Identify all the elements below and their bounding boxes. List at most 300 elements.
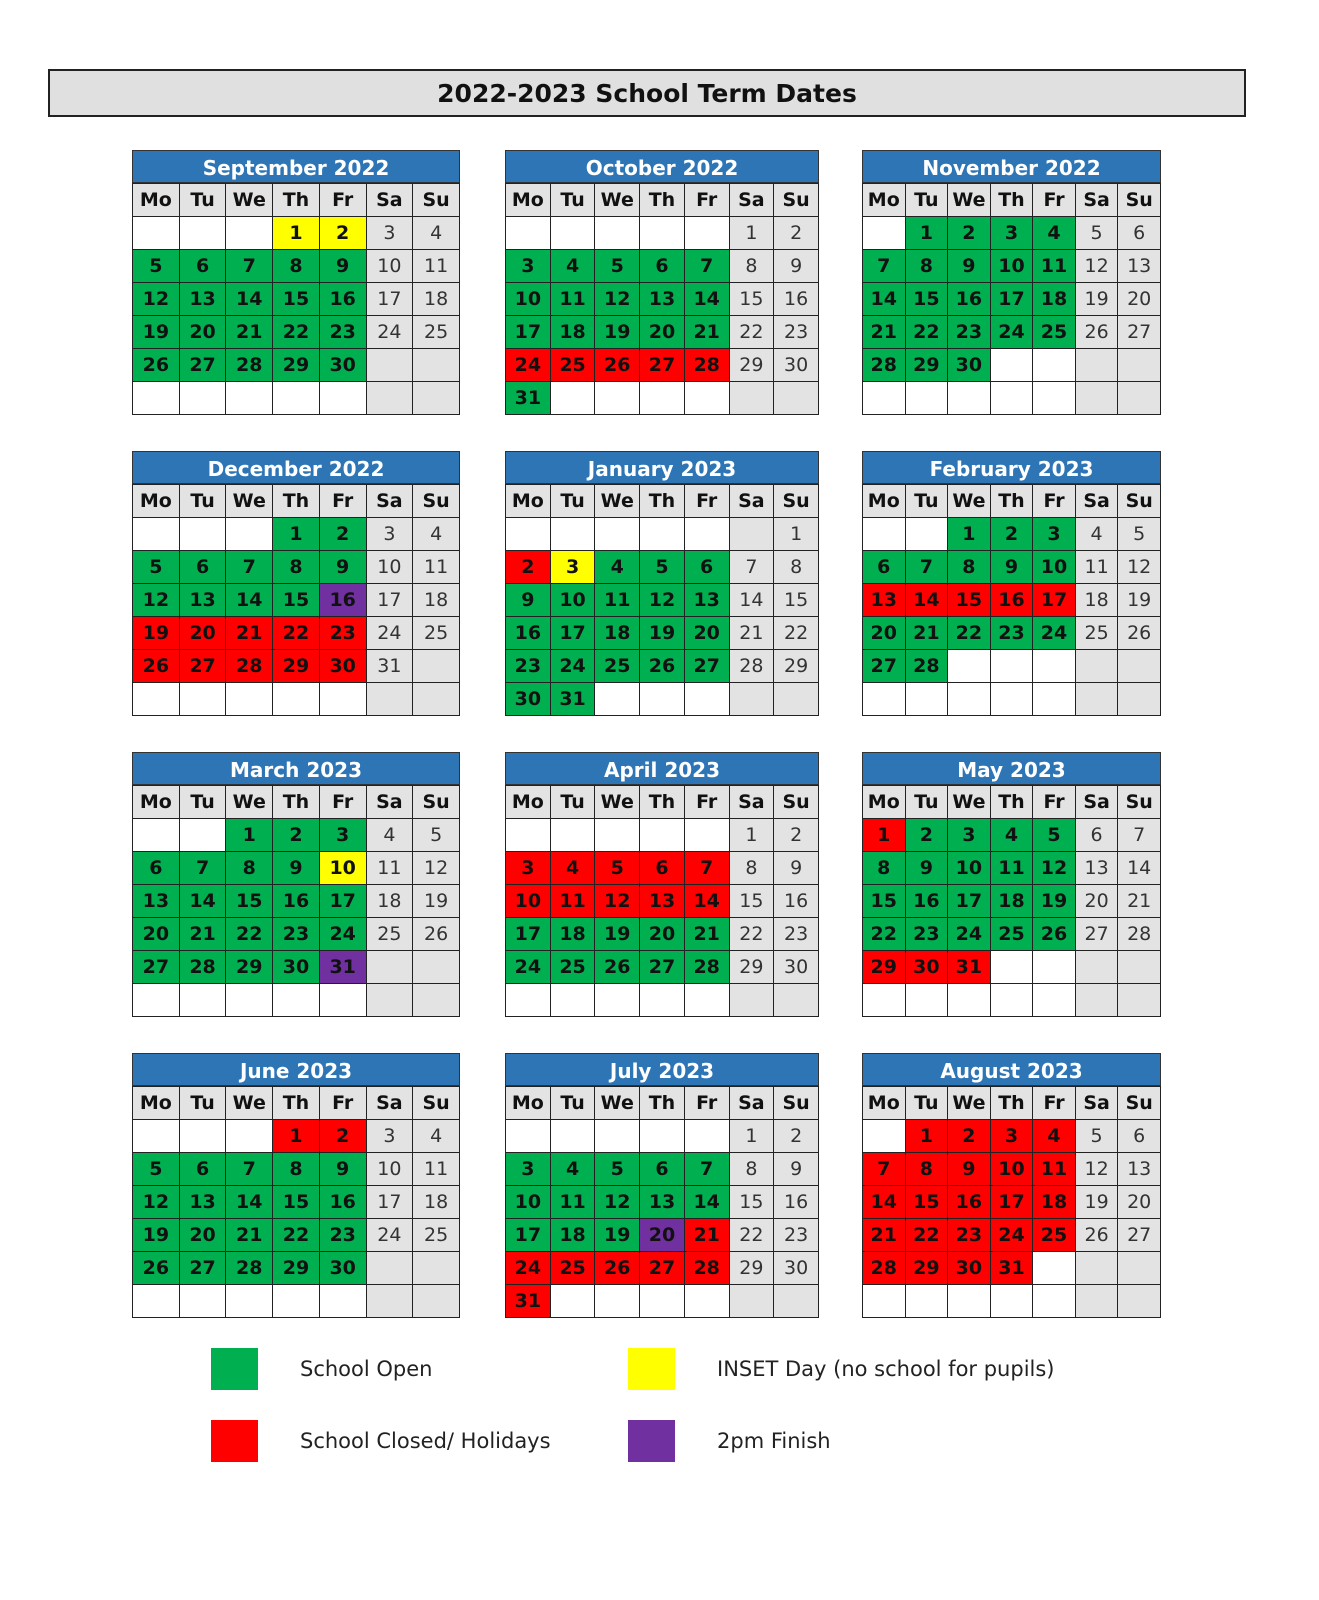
- weekday-header: Sa: [366, 786, 413, 819]
- day-cell: 24: [1033, 617, 1076, 650]
- weekday-header: We: [595, 786, 640, 819]
- day-cell: 29: [905, 1252, 948, 1285]
- legend-item: [211, 1420, 551, 1462]
- weekday-header: Mo: [506, 485, 551, 518]
- empty-cell: [990, 683, 1033, 716]
- day-cell: 19: [1075, 283, 1118, 316]
- legend-label: School Closed/ Holidays: [300, 1429, 551, 1453]
- day-cell: 28: [226, 650, 273, 683]
- month-title: August 2023: [862, 1053, 1161, 1086]
- day-cell: 26: [595, 349, 640, 382]
- day-cell: 8: [729, 852, 774, 885]
- day-cell: 7: [863, 250, 906, 283]
- day-cell: 10: [990, 250, 1033, 283]
- empty-cell: [595, 518, 640, 551]
- empty-cell: [319, 1285, 366, 1318]
- day-cell: 24: [550, 650, 595, 683]
- weekday-header: We: [226, 485, 273, 518]
- empty-cell: [905, 984, 948, 1017]
- empty-cell: [319, 984, 366, 1017]
- day-cell: 9: [319, 250, 366, 283]
- day-cell: 29: [774, 650, 819, 683]
- day-cell: 21: [684, 1219, 729, 1252]
- empty-cell: [684, 819, 729, 852]
- day-cell: 13: [179, 283, 226, 316]
- day-cell: 24: [319, 918, 366, 951]
- day-cell: 18: [1033, 1186, 1076, 1219]
- day-cell: 6: [640, 1153, 685, 1186]
- empty-cell: [948, 382, 991, 415]
- day-cell: 26: [1033, 918, 1076, 951]
- empty-cell: [1075, 951, 1118, 984]
- day-cell: 18: [413, 584, 460, 617]
- day-cell: 26: [595, 1252, 640, 1285]
- empty-cell: [640, 518, 685, 551]
- empty-cell: [226, 1285, 273, 1318]
- empty-cell: [273, 1285, 320, 1318]
- day-cell: 28: [179, 951, 226, 984]
- day-cell: 12: [595, 1186, 640, 1219]
- day-cell: 3: [1033, 518, 1076, 551]
- day-cell: 9: [990, 551, 1033, 584]
- day-cell: 6: [179, 551, 226, 584]
- day-cell: 19: [640, 617, 685, 650]
- day-cell: 18: [595, 617, 640, 650]
- empty-cell: [684, 518, 729, 551]
- day-cell: 5: [413, 819, 460, 852]
- day-cell: 30: [948, 349, 991, 382]
- day-cell: 11: [595, 584, 640, 617]
- day-cell: 16: [273, 885, 320, 918]
- day-cell: 3: [506, 250, 551, 283]
- month-title: September 2022: [132, 150, 460, 183]
- day-cell: 19: [133, 316, 180, 349]
- empty-cell: [640, 1120, 685, 1153]
- day-cell: 24: [990, 1219, 1033, 1252]
- day-cell: 12: [595, 283, 640, 316]
- day-cell: 6: [1118, 1120, 1161, 1153]
- day-cell: 18: [1033, 283, 1076, 316]
- day-cell: 21: [226, 617, 273, 650]
- day-cell: 15: [774, 584, 819, 617]
- weekday-header: Fr: [319, 786, 366, 819]
- day-cell: 1: [774, 518, 819, 551]
- empty-cell: [273, 382, 320, 415]
- empty-cell: [366, 382, 413, 415]
- empty-cell: [990, 382, 1033, 415]
- empty-cell: [1118, 683, 1161, 716]
- empty-cell: [863, 683, 906, 716]
- day-cell: 15: [905, 283, 948, 316]
- month-title: July 2023: [505, 1053, 819, 1086]
- day-cell: 12: [1118, 551, 1161, 584]
- day-cell: 20: [640, 316, 685, 349]
- weekday-header: Su: [1118, 1087, 1161, 1120]
- day-cell: 3: [990, 1120, 1033, 1153]
- day-cell: 26: [133, 650, 180, 683]
- empty-cell: [595, 1120, 640, 1153]
- month-calendar: [132, 1053, 460, 1318]
- day-cell: 17: [506, 1219, 551, 1252]
- day-cell: 22: [729, 918, 774, 951]
- weekday-header: Fr: [684, 485, 729, 518]
- day-cell: 25: [550, 349, 595, 382]
- empty-cell: [413, 1252, 460, 1285]
- day-cell: 17: [506, 918, 551, 951]
- day-cell: 26: [133, 1252, 180, 1285]
- month-title: November 2022: [862, 150, 1161, 183]
- empty-cell: [729, 518, 774, 551]
- day-cell: 1: [905, 217, 948, 250]
- month-calendar: [505, 451, 819, 716]
- day-cell: 10: [948, 852, 991, 885]
- day-cell: 14: [863, 1186, 906, 1219]
- day-cell: 30: [273, 951, 320, 984]
- day-cell: 30: [948, 1252, 991, 1285]
- empty-cell: [640, 382, 685, 415]
- day-cell: 9: [273, 852, 320, 885]
- day-cell: 3: [366, 518, 413, 551]
- day-cell: 26: [1075, 1219, 1118, 1252]
- day-cell: 22: [905, 1219, 948, 1252]
- weekday-header: Tu: [179, 786, 226, 819]
- day-cell: 4: [550, 852, 595, 885]
- day-cell: 2: [990, 518, 1033, 551]
- day-cell: 25: [413, 1219, 460, 1252]
- empty-cell: [1033, 1285, 1076, 1318]
- weekday-header: Fr: [684, 786, 729, 819]
- day-cell: 17: [990, 283, 1033, 316]
- empty-cell: [640, 1285, 685, 1318]
- day-cell: 23: [990, 617, 1033, 650]
- day-cell: 8: [948, 551, 991, 584]
- empty-cell: [366, 951, 413, 984]
- day-cell: 4: [366, 819, 413, 852]
- day-cell: 3: [948, 819, 991, 852]
- day-cell: 8: [729, 250, 774, 283]
- day-cell: 30: [774, 349, 819, 382]
- day-cell: 18: [550, 1219, 595, 1252]
- day-cell: 8: [273, 250, 320, 283]
- day-cell: 2: [774, 1120, 819, 1153]
- day-cell: 5: [1075, 1120, 1118, 1153]
- empty-cell: [226, 984, 273, 1017]
- day-cell: 16: [774, 885, 819, 918]
- day-cell: 27: [179, 349, 226, 382]
- empty-cell: [729, 683, 774, 716]
- day-cell: 25: [550, 1252, 595, 1285]
- day-cell: 18: [413, 1186, 460, 1219]
- day-cell: 23: [774, 1219, 819, 1252]
- day-cell: 15: [948, 584, 991, 617]
- day-cell: 11: [1033, 250, 1076, 283]
- day-cell: 17: [366, 283, 413, 316]
- legend-label: 2pm Finish: [717, 1429, 831, 1453]
- day-cell: 3: [366, 1120, 413, 1153]
- weekday-header: Tu: [905, 485, 948, 518]
- empty-cell: [905, 1285, 948, 1318]
- day-cell: 7: [684, 1153, 729, 1186]
- day-cell: 11: [413, 1153, 460, 1186]
- empty-cell: [684, 382, 729, 415]
- day-cell: 27: [133, 951, 180, 984]
- empty-cell: [948, 1285, 991, 1318]
- weekday-header: Fr: [1033, 1087, 1076, 1120]
- day-cell: 27: [684, 650, 729, 683]
- day-cell: 27: [179, 1252, 226, 1285]
- day-cell: 1: [729, 1120, 774, 1153]
- empty-cell: [226, 518, 273, 551]
- weekday-header: Th: [990, 1087, 1033, 1120]
- empty-cell: [948, 683, 991, 716]
- empty-cell: [684, 683, 729, 716]
- empty-cell: [413, 650, 460, 683]
- day-cell: 14: [226, 584, 273, 617]
- weekday-header: Mo: [863, 485, 906, 518]
- empty-cell: [774, 382, 819, 415]
- empty-cell: [179, 984, 226, 1017]
- weekday-header: Mo: [863, 786, 906, 819]
- day-cell: 20: [1118, 1186, 1161, 1219]
- day-cell: 28: [729, 650, 774, 683]
- empty-cell: [413, 984, 460, 1017]
- day-cell: 28: [226, 1252, 273, 1285]
- weekday-header: Fr: [1033, 786, 1076, 819]
- day-cell: 10: [366, 1153, 413, 1186]
- empty-cell: [179, 819, 226, 852]
- day-cell: 6: [640, 852, 685, 885]
- weekday-header: Sa: [729, 485, 774, 518]
- day-cell: 23: [319, 316, 366, 349]
- weekday-header: We: [595, 184, 640, 217]
- day-cell: 15: [729, 1186, 774, 1219]
- empty-cell: [863, 217, 906, 250]
- empty-cell: [729, 1285, 774, 1318]
- weekday-header: Sa: [729, 184, 774, 217]
- day-cell: 17: [1033, 584, 1076, 617]
- weekday-header: Fr: [684, 184, 729, 217]
- day-cell: 10: [506, 283, 551, 316]
- day-cell: 19: [595, 1219, 640, 1252]
- day-cell: 17: [990, 1186, 1033, 1219]
- day-cell: 2: [319, 217, 366, 250]
- weekday-header: Su: [413, 786, 460, 819]
- empty-cell: [1033, 650, 1076, 683]
- day-cell: 11: [413, 250, 460, 283]
- day-cell: 6: [179, 250, 226, 283]
- empty-cell: [179, 1285, 226, 1318]
- day-cell: 17: [550, 617, 595, 650]
- empty-cell: [595, 1285, 640, 1318]
- day-cell: 16: [905, 885, 948, 918]
- legend-swatch: [211, 1420, 258, 1462]
- weekday-header: We: [595, 1087, 640, 1120]
- day-cell: 8: [273, 1153, 320, 1186]
- day-cell: 1: [948, 518, 991, 551]
- weekday-header: Mo: [506, 184, 551, 217]
- weekday-header: Tu: [179, 1087, 226, 1120]
- month-calendar: [862, 752, 1161, 1017]
- weekday-header: Th: [273, 786, 320, 819]
- empty-cell: [990, 1285, 1033, 1318]
- day-cell: 15: [905, 1186, 948, 1219]
- empty-cell: [990, 984, 1033, 1017]
- weekday-header: Su: [774, 485, 819, 518]
- day-cell: 21: [863, 1219, 906, 1252]
- month-calendar: [132, 752, 460, 1017]
- day-cell: 1: [273, 217, 320, 250]
- day-cell: 3: [366, 217, 413, 250]
- day-cell: 30: [319, 349, 366, 382]
- day-cell: 10: [366, 250, 413, 283]
- day-cell: 6: [1075, 819, 1118, 852]
- day-cell: 24: [366, 316, 413, 349]
- empty-cell: [729, 382, 774, 415]
- day-cell: 31: [506, 1285, 551, 1318]
- empty-cell: [1075, 650, 1118, 683]
- day-cell: 16: [319, 584, 366, 617]
- day-cell: 5: [1118, 518, 1161, 551]
- day-cell: 22: [948, 617, 991, 650]
- day-cell: 11: [550, 283, 595, 316]
- weekday-header: Mo: [133, 1087, 180, 1120]
- legend-swatch: [628, 1420, 675, 1462]
- empty-cell: [179, 217, 226, 250]
- day-cell: 22: [729, 1219, 774, 1252]
- empty-cell: [640, 683, 685, 716]
- day-cell: 13: [640, 1186, 685, 1219]
- legend-label: School Open: [300, 1357, 433, 1381]
- empty-cell: [226, 683, 273, 716]
- day-cell: 24: [366, 1219, 413, 1252]
- day-cell: 23: [506, 650, 551, 683]
- empty-cell: [1118, 349, 1161, 382]
- day-cell: 19: [133, 1219, 180, 1252]
- day-cell: 4: [550, 1153, 595, 1186]
- day-cell: 21: [179, 918, 226, 951]
- day-cell: 27: [1118, 1219, 1161, 1252]
- weekday-header: Su: [774, 786, 819, 819]
- day-cell: 3: [319, 819, 366, 852]
- day-cell: 24: [506, 951, 551, 984]
- day-cell: 7: [226, 1153, 273, 1186]
- empty-cell: [133, 518, 180, 551]
- weekday-header: We: [948, 1087, 991, 1120]
- day-cell: 14: [729, 584, 774, 617]
- day-cell: 28: [1118, 918, 1161, 951]
- day-cell: 13: [640, 283, 685, 316]
- day-cell: 31: [506, 382, 551, 415]
- day-cell: 23: [948, 1219, 991, 1252]
- day-cell: 20: [133, 918, 180, 951]
- day-cell: 23: [774, 316, 819, 349]
- empty-cell: [1075, 349, 1118, 382]
- day-cell: 12: [133, 283, 180, 316]
- day-cell: 2: [319, 1120, 366, 1153]
- empty-cell: [595, 819, 640, 852]
- empty-cell: [1118, 1285, 1161, 1318]
- page-title: 2022-2023 School Term Dates: [48, 69, 1246, 117]
- day-cell: 9: [319, 551, 366, 584]
- weekday-header: Su: [413, 485, 460, 518]
- day-cell: 26: [413, 918, 460, 951]
- empty-cell: [550, 1120, 595, 1153]
- day-cell: 12: [640, 584, 685, 617]
- empty-cell: [1075, 382, 1118, 415]
- day-cell: 16: [506, 617, 551, 650]
- day-cell: 15: [273, 584, 320, 617]
- weekday-header: Tu: [179, 485, 226, 518]
- day-cell: 13: [179, 584, 226, 617]
- day-cell: 13: [1118, 250, 1161, 283]
- day-cell: 6: [684, 551, 729, 584]
- day-cell: 2: [948, 217, 991, 250]
- weekday-header: Th: [640, 786, 685, 819]
- day-cell: 1: [729, 217, 774, 250]
- day-cell: 25: [595, 650, 640, 683]
- weekday-header: We: [226, 786, 273, 819]
- empty-cell: [133, 819, 180, 852]
- day-cell: 20: [1075, 885, 1118, 918]
- day-cell: 31: [366, 650, 413, 683]
- empty-cell: [226, 217, 273, 250]
- empty-cell: [1075, 984, 1118, 1017]
- empty-cell: [550, 382, 595, 415]
- day-cell: 24: [366, 617, 413, 650]
- empty-cell: [990, 349, 1033, 382]
- day-cell: 25: [413, 617, 460, 650]
- legend-item: [211, 1348, 432, 1390]
- weekday-header: Th: [273, 1087, 320, 1120]
- day-cell: 10: [319, 852, 366, 885]
- empty-cell: [133, 683, 180, 716]
- day-cell: 2: [948, 1120, 991, 1153]
- day-cell: 4: [413, 217, 460, 250]
- day-cell: 28: [863, 349, 906, 382]
- day-cell: 19: [1118, 584, 1161, 617]
- empty-cell: [863, 1285, 906, 1318]
- month-calendar: [132, 451, 460, 716]
- day-cell: 10: [506, 885, 551, 918]
- day-cell: 2: [319, 518, 366, 551]
- month-calendar: [505, 1053, 819, 1318]
- day-cell: 20: [179, 1219, 226, 1252]
- day-cell: 20: [640, 1219, 685, 1252]
- day-cell: 25: [990, 918, 1033, 951]
- empty-cell: [366, 683, 413, 716]
- day-cell: 6: [1118, 217, 1161, 250]
- day-cell: 31: [319, 951, 366, 984]
- day-cell: 24: [506, 1252, 551, 1285]
- weekday-header: Mo: [133, 786, 180, 819]
- day-cell: 17: [506, 316, 551, 349]
- empty-cell: [684, 984, 729, 1017]
- weekday-header: Tu: [905, 184, 948, 217]
- weekday-header: Tu: [550, 786, 595, 819]
- weekday-header: Th: [640, 184, 685, 217]
- weekday-header: We: [226, 1087, 273, 1120]
- day-cell: 7: [684, 852, 729, 885]
- day-cell: 7: [684, 250, 729, 283]
- day-cell: 9: [774, 250, 819, 283]
- empty-cell: [506, 819, 551, 852]
- day-cell: 12: [413, 852, 460, 885]
- day-cell: 12: [595, 885, 640, 918]
- empty-cell: [1033, 382, 1076, 415]
- weekday-header: Th: [640, 1087, 685, 1120]
- empty-cell: [640, 819, 685, 852]
- weekday-header: Th: [273, 184, 320, 217]
